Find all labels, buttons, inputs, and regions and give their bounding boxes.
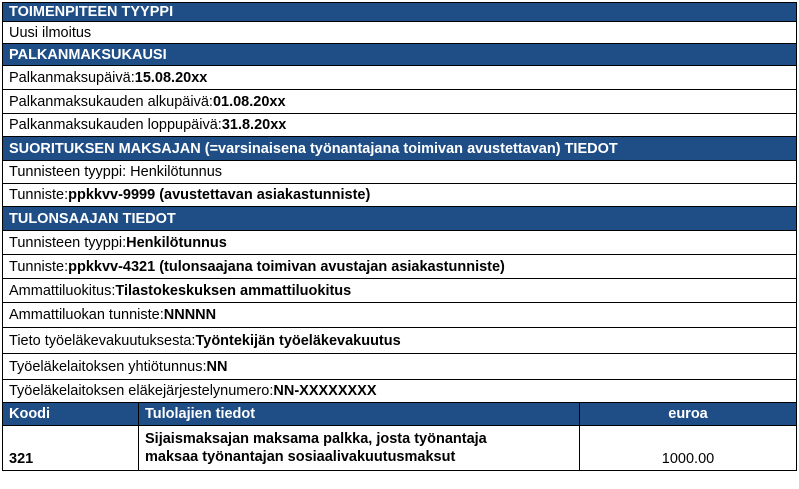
- income-type-header-row: [2, 403, 797, 426]
- income-info: [138, 426, 579, 470]
- column-header-code: Koodi: [3, 403, 138, 425]
- field-label: Tunnisteen tyyppi:: [9, 234, 127, 251]
- field-value: Työntekijän työeläkevakuutus: [195, 332, 401, 349]
- recipient-row-occupation-code: [2, 303, 797, 328]
- field-label: Ammattiluokan tunniste:: [9, 307, 164, 323]
- field-label: Palkanmaksukauden loppupäivä:: [9, 117, 222, 133]
- recipient-row-pension-arrangement: [2, 380, 797, 403]
- field-value: NNNNN: [163, 307, 217, 323]
- income-code: 321: [9, 451, 34, 467]
- field-value: Henkilötunnus: [126, 234, 227, 251]
- recipient-row-id-type: [2, 231, 797, 255]
- income-amount: 1000.00: [579, 426, 796, 470]
- field-value: ppkkvv-9999 (avustettavan asiakastunniste): [68, 187, 371, 203]
- section-header-payer-text: SUORITUKSEN MAKSAJAN (=varsinaisena työnantajana toimivan avustettavan) TIEDOT: [9, 140, 618, 157]
- field-label: Tunniste:: [9, 187, 69, 203]
- period-row-end: [2, 114, 797, 137]
- field-label: Tunniste:: [9, 258, 69, 275]
- section-header-payer: [2, 137, 797, 161]
- field-value: ppkkvv-4321 (tulonsaajana toimivan avustajan asiakastunniste): [68, 258, 505, 275]
- section-header-recipient-text: TULONSAAJAN TIEDOT: [9, 210, 176, 227]
- type-value-row: [2, 22, 797, 44]
- field-label: Työeläkelaitoksen eläkejärjestelynumero:: [9, 383, 274, 399]
- payer-row-id: [2, 184, 797, 207]
- payer-row-id-type: [2, 161, 797, 184]
- field-value: 15.08.20xx: [134, 69, 208, 86]
- field-value: NN: [206, 358, 228, 375]
- field-label: Palkanmaksupäivä:: [9, 69, 135, 86]
- field-value: Tilastokeskuksen ammattiluokitus: [115, 282, 352, 299]
- recipient-row-id: [2, 255, 797, 279]
- field-label: Työeläkelaitoksen yhtiötunnus:: [9, 358, 207, 375]
- field-value: 31.8.20xx: [221, 117, 287, 133]
- column-header-info: Tulolajien tiedot: [138, 403, 579, 425]
- income-report-table: [2, 2, 797, 471]
- section-header-recipient: [2, 207, 797, 231]
- period-row-start: [2, 90, 797, 114]
- section-header-period-text: PALKANMAKSUKAUSI: [9, 46, 167, 63]
- income-info-line-1: Sijaismaksajan maksama palkka, josta työnantaja: [145, 431, 487, 447]
- income-info-line-2: maksaa työnantajan sosiaalivakuutusmaksut: [145, 449, 456, 465]
- recipient-row-occupation-class: [2, 279, 797, 303]
- field-label: Tunnisteen tyyppi: Henkilötunnus: [9, 164, 223, 180]
- field-label: Ammattiluokitus:: [9, 282, 116, 299]
- recipient-row-pension-company: [2, 354, 797, 380]
- section-header-type-text: TOIMENPITEEN TYYPPI: [9, 4, 174, 20]
- recipient-row-pension-insurance: [2, 328, 797, 354]
- period-row-payday: [2, 66, 797, 90]
- section-header-type: [2, 2, 797, 22]
- column-header-amount: euroa: [579, 403, 796, 425]
- type-value: Uusi ilmoitus: [9, 24, 92, 41]
- section-header-period: [2, 44, 797, 66]
- field-label: Tieto työeläkevakuutuksesta:: [9, 332, 196, 349]
- income-type-row: [2, 426, 797, 471]
- field-label: Palkanmaksukauden alkupäivä:: [9, 93, 213, 110]
- field-value: NN-XXXXXXXX: [273, 383, 377, 399]
- field-value: 01.08.20xx: [212, 93, 286, 110]
